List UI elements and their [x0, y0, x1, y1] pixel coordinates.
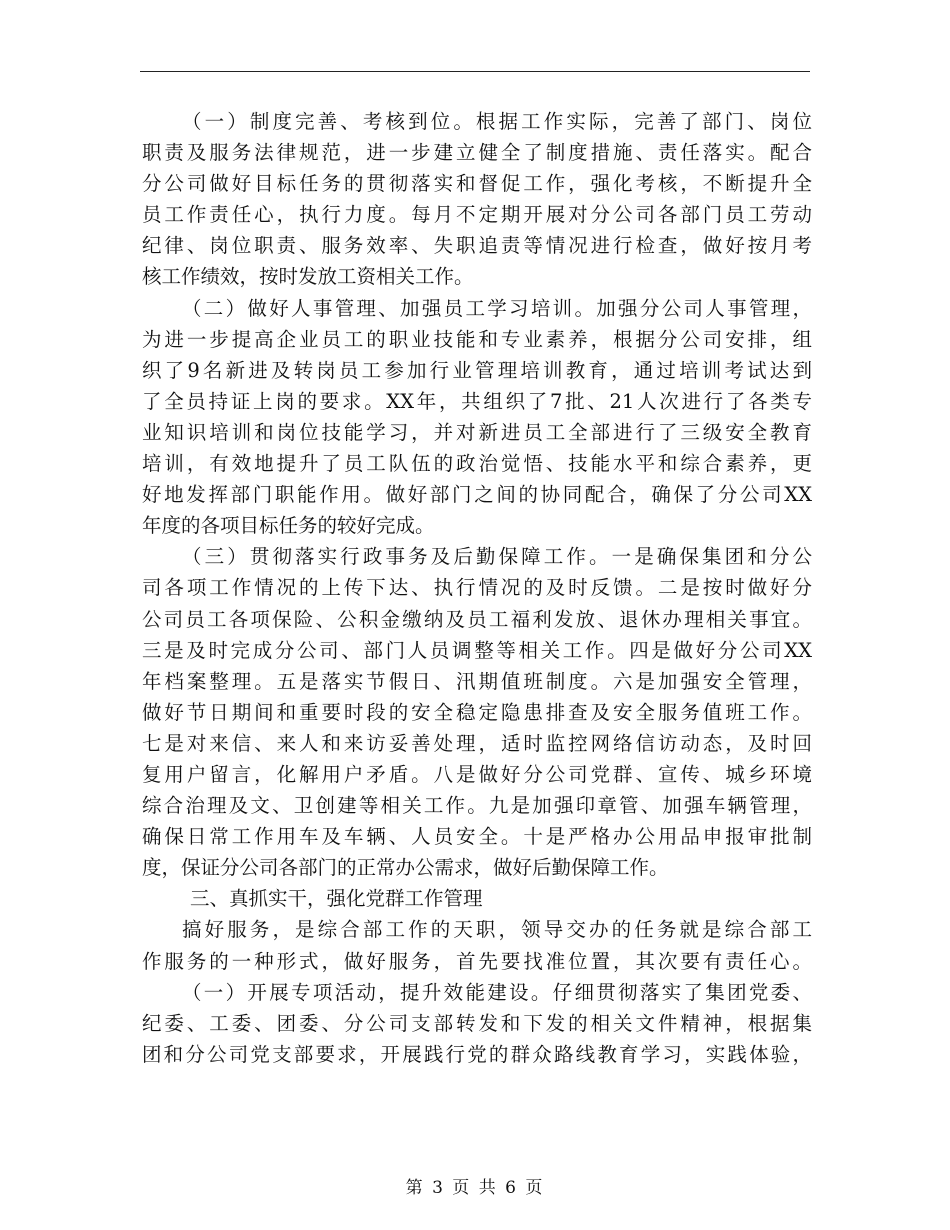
text-line: 七是对来信、来人和来访妥善处理，适时监控网络信访动态，及时回 — [142, 731, 812, 755]
text-line: 纪律、岗位职责、服务效率、失职追责等情况进行检查，做好按月考 — [142, 234, 812, 258]
section-heading: 三、真抓实干，强化党群工作管理 — [190, 887, 483, 911]
header-rule — [140, 71, 810, 72]
text-line: （二）做好人事管理、加强员工学习培训。加强分公司人事管理， — [182, 296, 812, 320]
text-line: 核工作绩效，按时发放工资相关工作。 — [142, 265, 474, 289]
text-line: 好地发挥部门职能作用。做好部门之间的协同配合，确保了分公司XX — [142, 483, 812, 507]
text-line: 培训，有效地提升了员工队伍的政治觉悟、技能水平和综合素养，更 — [142, 452, 812, 476]
text-line: （三）贯彻落实行政事务及后勤保障工作。一是确保集团和分公 — [182, 545, 812, 569]
text-line: 作服务的一种形式，做好服务，首先要找准位置，其次要有责任心。 — [142, 949, 812, 973]
text-line: 织了9名新进及转岗员工参加行业管理培训教育，通过培训考试达到 — [142, 358, 812, 382]
text-line: 复用户留言，化解用户矛盾。八是做好分公司党群、宣传、城乡环境 — [142, 762, 812, 786]
text-line: 司各项工作情况的上传下达、执行情况的及时反馈。二是按时做好分 — [142, 576, 812, 600]
text-line: 分公司做好目标任务的贯彻落实和督促工作，强化考核，不断提升全 — [142, 172, 812, 196]
text-line: 员工作责任心，执行力度。每月不定期开展对分公司各部门员工劳动 — [142, 203, 812, 227]
text-line: 三是及时完成分公司、部门人员调整等相关工作。四是做好分公司XX — [142, 638, 812, 662]
text-line: 了全员持证上岗的要求。XX年，共组织了7批、21人次进行了各类专 — [142, 389, 812, 413]
text-line: 年度的各项目标任务的较好完成。 — [142, 514, 435, 538]
text-line: 业知识培训和岗位技能学习，并对新进员工全部进行了三级安全教育 — [142, 420, 812, 444]
text-line: 为进一步提高企业员工的职业技能和专业素养，根据分公司安排，组 — [142, 327, 812, 351]
page-footer: 第 3 页 共 6 页 — [405, 1178, 545, 1198]
text-line: （一）开展专项活动，提升效能建设。仔细贯彻落实了集团党委、 — [182, 980, 812, 1004]
text-line: 职责及服务法律规范，进一步建立健全了制度措施、责任落实。配合 — [142, 141, 812, 165]
text-line: 纪委、工委、团委、分公司支部转发和下发的相关文件精神，根据集 — [142, 1011, 812, 1035]
text-line: （一）制度完善、考核到位。根据工作实际，完善了部门、岗位 — [182, 110, 812, 133]
text-line: 年档案整理。五是落实节假日、汛期值班制度。六是加强安全管理， — [142, 669, 812, 693]
text-line: 公司员工各项保险、公积金缴纳及员工福利发放、退休办理相关事宜。 — [142, 607, 812, 631]
text-line: 确保日常工作用车及车辆、人员安全。十是严格办公用品申报审批制 — [142, 825, 812, 849]
text-line: 搞好服务，是综合部工作的天职，领导交办的任务就是综合部工 — [182, 918, 812, 942]
text-line: 团和分公司党支部要求，开展践行党的群众路线教育学习，实践体验， — [142, 1042, 812, 1066]
text-line: 度，保证分公司各部门的正常办公需求，做好后勤保障工作。 — [142, 856, 669, 880]
text-line: 做好节日期间和重要时段的安全稳定隐患排查及安全服务值班工作。 — [142, 700, 812, 724]
document-body — [142, 106, 812, 1070]
text-line: 综合治理及文、卫创建等相关工作。九是加强印章管、加强车辆管理， — [142, 794, 812, 818]
